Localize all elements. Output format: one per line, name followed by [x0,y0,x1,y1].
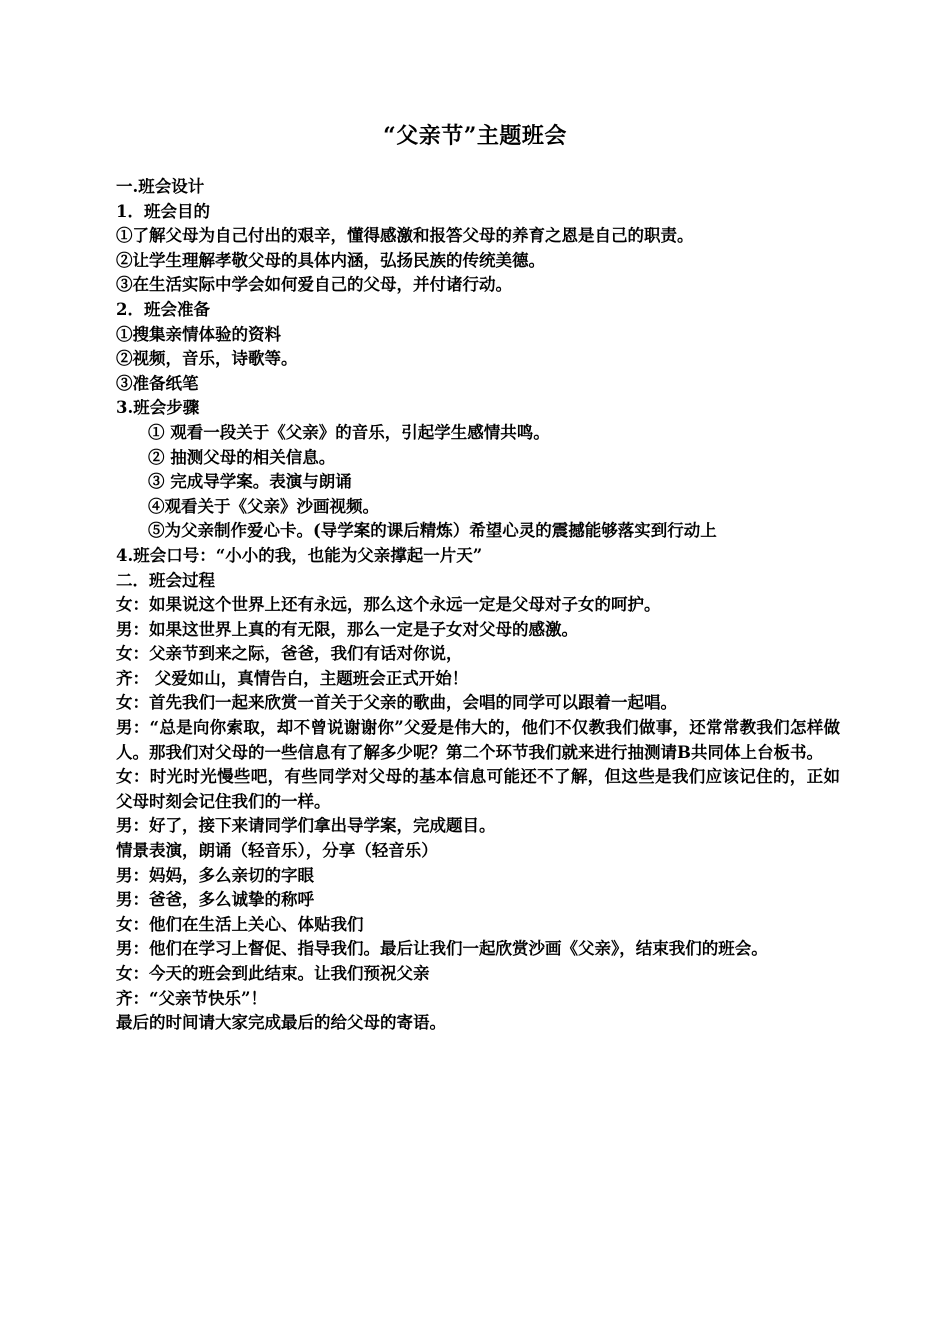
document-title: “父亲节”主题班会 [383,123,567,149]
prep-item: ②视频，音乐，诗歌等。 [116,349,298,369]
dialogue-line: 男：妈妈，多么亲切的字眼 [116,865,314,885]
section-heading-design: 一.班会设计 [116,177,205,196]
prep-item: ①搜集亲情体验的资料 [116,324,281,344]
goal-item: ①了解父母为自己付出的艰辛，懂得感激和报答父母的养育之恩是自己的职责。 [116,226,694,246]
goal-item: ③在生活实际中学会如何爱自己的父母，并付诸行动。 [116,275,512,295]
dialogue-line: 男：他们在学习上督促、指导我们。最后让我们一起欣赏沙画《父亲》，结束我们的班会。 [116,939,768,959]
dialogue-paragraph: 男：“总是向你索取，却不曾说谢谢你”父爱是伟大的，他们不仅教我们做事，还常常教我们怎样做人。那我们对父母的一些信息有了解多少呢？第二个环节我们就来进行抽测请B共同体上台板书。 [116,718,840,762]
step-item: ④观看关于《父亲》沙画视频。 [148,496,379,516]
step-item: ⑤为父亲制作爱心卡。(导学案的课后精炼）希望心灵的震撼能够落实到行动上 [148,521,717,541]
step-item: ① 观看一段关于《父亲》的音乐，引起学生感情共鸣。 [148,422,550,442]
dialogue-paragraph: 女：时光时光慢些吧，有些同学对父母的基本信息可能还不了解，但这些是我们应该记住的，正如父母时刻会记住我们的一样。 [116,767,840,811]
prep-heading: 2．班会准备 [116,299,210,319]
steps-heading: 3.班会步骤 [116,398,200,418]
dialogue-line: 女：父亲节到来之际，爸爸，我们有话对你说， [116,644,463,664]
goal-item: ②让学生理解孝敬父母的具体内涵，弘扬民族的传统美德。 [116,250,545,270]
dialogue-line: 情景表演，朗诵（轻音乐），分享（轻音乐） [116,841,438,861]
dialogue-line: 女：他们在生活上关心、体贴我们 [116,914,364,934]
step-item: ③ 完成导学案。表演与朗诵 [148,472,352,492]
dialogue-line: 齐：“父亲节快乐”！ [116,988,267,1008]
document-body [116,175,840,1036]
prep-item: ③准备纸笔 [116,373,199,393]
dialogue-line: 女：如果说这个世界上还有永远，那么这个永远一定是父母对子女的呵护。 [116,595,661,615]
closing-line: 最后的时间请大家完成最后的给父母的寄语。 [116,1013,446,1033]
dialogue-line: 女：今天的班会到此结束。让我们预祝父亲 [116,964,430,983]
dialogue-line: 齐： 父爱如山，真情告白，主题班会正式开始！ [116,668,469,688]
dialogue-line: 女：首先我们一起来欣赏一首关于父亲的歌曲，会唱的同学可以跟着一起唱。 [116,693,677,713]
goal-heading: 1．班会目的 [116,201,210,221]
section-heading-process: 二．班会过程 [116,570,215,590]
dialogue-line: 男：如果这世界上真的有无限，那么一定是子女对父母的感激。 [116,619,578,639]
dialogue-line: 男：爸爸，多么诚挚的称呼 [116,890,314,910]
dialogue-line: 男：好了，接下来请同学们拿出导学案，完成题目。 [116,816,496,836]
step-item: ② 抽测父母的相关信息。 [148,447,336,467]
slogan: 4.班会口号：“小小的我，也能为父亲撑起一片天” [116,545,483,565]
